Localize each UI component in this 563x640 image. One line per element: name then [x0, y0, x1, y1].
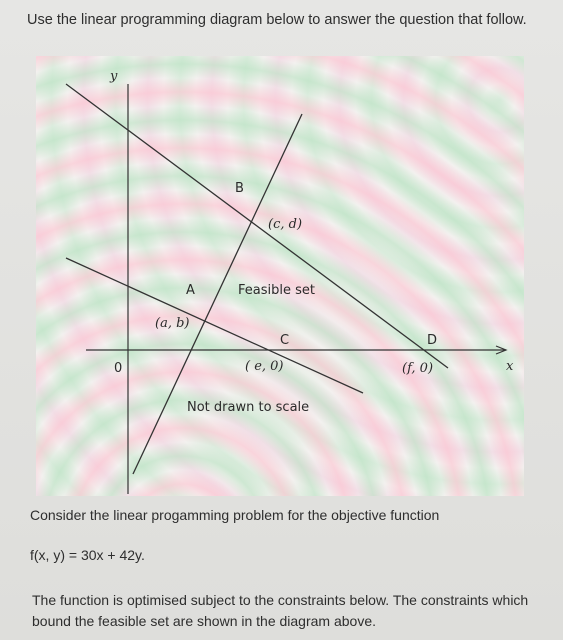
- constraints-text: The function is optimised subject to the constraints below. The constraints which bound the feasible set are shown in the diagram above.: [32, 592, 529, 629]
- diagram-svg: [36, 56, 524, 496]
- point-cd-coordinate: (c, d): [268, 217, 303, 232]
- constraint-line-ac: [66, 258, 363, 393]
- y-axis-label: y: [110, 69, 118, 84]
- point-f0-coordinate: (f, 0): [402, 361, 434, 376]
- objective-function: f(x, y) = 30x + 42y.: [30, 547, 145, 563]
- point-e0-coordinate: ( e, 0): [245, 359, 284, 374]
- not-to-scale-note: Not drawn to scale: [187, 400, 310, 415]
- origin-label: 0: [114, 361, 123, 376]
- point-b-label: B: [235, 181, 244, 196]
- x-axis-label: x: [506, 359, 514, 374]
- point-c-label: C: [280, 333, 290, 348]
- question-intro: Use the linear programming diagram below to answer the question that follow.: [27, 12, 527, 28]
- feasible-set-label: Feasible set: [238, 283, 315, 298]
- point-d-label: D: [427, 333, 438, 348]
- objective-intro: Consider the linear progamming problem for the objective function: [30, 507, 440, 523]
- linear-programming-diagram: [36, 56, 524, 496]
- point-a-label: A: [186, 283, 195, 298]
- point-ab-coordinate: (a, b): [155, 316, 190, 331]
- constraint-line-bd: [66, 84, 448, 368]
